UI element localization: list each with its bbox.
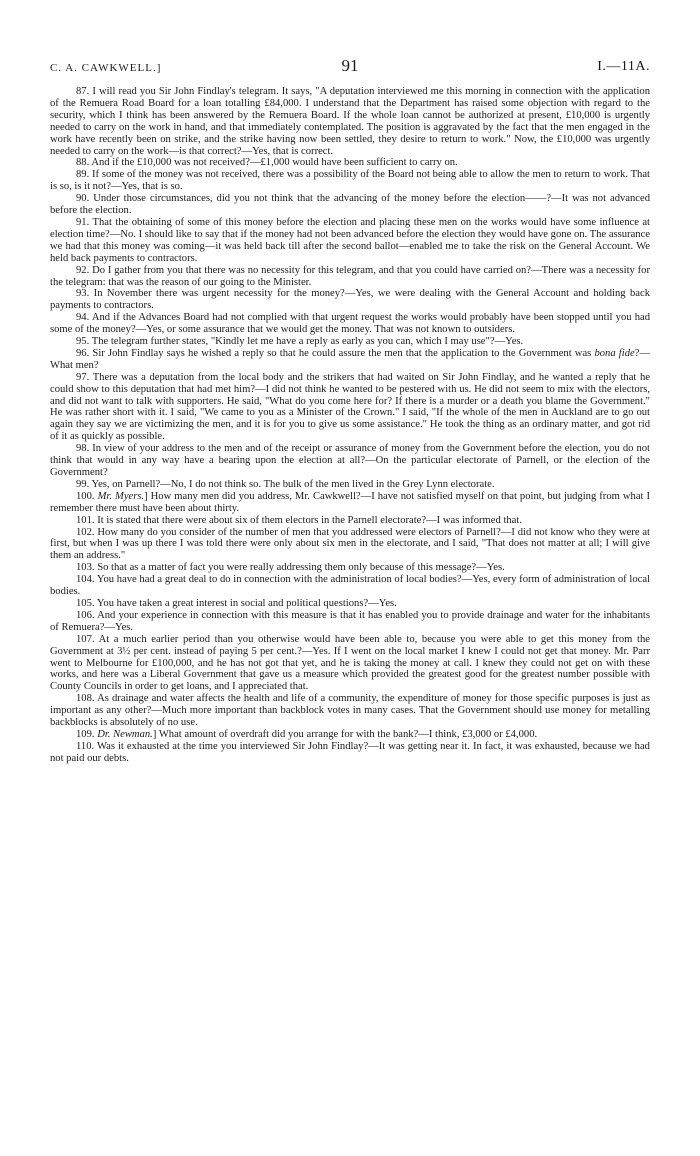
question-number: 92. [76,264,90,276]
question-paragraph [50,598,650,610]
paragraph-text: ] How many men did you address, Mr. Cawkwell?—I have not satisfied myself on that point, but judging from what I remember there must have been about thirty. [50,490,651,514]
question-number: 90. [76,193,90,205]
question-number: 105. [76,597,95,609]
paragraph-text: Was it exhausted at the time you interviewed Sir John Findlay?—It was getting near it. In fact, it was exhausted, because we had not paid our debts. [50,740,650,764]
question-number: 106. [76,609,95,621]
paragraph-text: How many do you consider of the number of men that you addressed were electors of Parnell?—I did not know who they were at first, but when I was up there I was told there were only about six men in the electorate, and I said, "That does not matter at all; I will give them an address." [50,526,650,562]
paragraph-text: I will read you Sir John Findlay's telegram. It says, "A deputation interviewed me this morning in connection with the application of the Remuera Road Board for a loan totalling £84,000. I understand that the Department has raised some objection with regard to the security, which I think has been answered by the Remuera Board. If the whole loan cannot be authorized at present, £10,000 is urgently needed to carry on the work in hand, and that immediately contemplated. The position is aggravated by the fact that the men engaged in the work have recently been on strike, and the strike having now been settled, they desire to return to work." Now, the £10,000 was urgently needed to carry on the work—is that correct?—Yes, that is correct. [50,86,650,157]
document-body [50,86,650,765]
paragraph-text: You have had a great deal to do in connection with the administration of local bodies?—Yes, every form of administration of local bodies. [50,574,650,598]
speaker-name: Dr. Newman. [97,728,153,740]
header-witness-name: C. A. CAWKWELL.] [50,62,162,74]
question-paragraph [50,312,650,336]
paragraph-text: In view of your address to the men and of the receipt or assurance of money from the Government before the election, you do not think that would in any way have a bearing upon the election at all?—On the particular electorate of Parnell, or the election of the Government? [50,443,650,478]
paragraph-text: So that as a matter of fact you were really addressing them only because of this message?—Yes. [97,562,505,574]
paragraph-text: Yes, on Parnell?—No, I do not think so. The bulk of the men lived in the Grey Lynn electorate. [91,478,495,490]
question-paragraph [50,288,650,312]
question-number: 107. [76,633,95,645]
question-number: 110. [76,740,95,752]
question-paragraph [50,217,650,265]
question-number: 109. [76,728,95,740]
question-paragraph [50,193,650,217]
paragraph-text: The telegram further states, "Kindly let me have a reply as early as you can, which I may use"?—Yes. [91,336,524,348]
question-paragraph [50,574,650,598]
question-paragraph [50,372,650,443]
question-paragraph [50,336,650,348]
paragraph-text: As drainage and water affects the health and life of a community, the expenditure of money for those specific purposes is just as important as any other?—Much more important than backblock votes in many cases. That the Government should use money for metalling backblocks is absolutely of no use. [50,693,650,729]
question-number: 102. [76,526,95,538]
question-paragraph [50,169,650,193]
question-number: 103. [76,562,95,574]
question-paragraph [50,348,650,372]
question-number: 100. [76,490,95,502]
question-paragraph [50,610,650,634]
paragraph-text: In November there was urgent necessity for the money?—Yes, we were dealing with the General Account and holding back payments to contractors. [50,288,650,312]
speaker-name: Mr. Myers. [97,490,145,502]
question-paragraph [50,527,650,563]
paragraph-text: And if the £10,000 was not received?—£1,000 would have been sufficient to carry on. [91,157,458,169]
question-number: 87. [76,86,90,97]
italic-phrase: bona fide [594,347,635,359]
paragraph-text-after: ?—What men? [50,347,650,371]
page-header [50,56,650,80]
document-page [50,56,650,765]
question-paragraph [50,479,650,491]
question-number: 96. [76,347,90,359]
question-paragraph [50,562,650,574]
paragraph-text: That the obtaining of some of this money before the election and placing these men on the works would have some influence at election time?—No. I should like to say that if the money had not been advanced before the election they would have gone on. The assurance we had that this money was coming—it was held back till after the second ballot—enabled me to take the risk on the General Account. We held back payments to contractors. [50,216,650,264]
paragraph-text: And your experience in connection with this measure is that it has enabled you to provide drainage and water for the inhabitants of Remuera?—Yes. [50,609,650,633]
question-number: 101. [76,514,95,526]
question-paragraph [50,86,650,157]
question-number: 89. [76,169,90,181]
paragraph-text: There was a deputation from the local body and the strikers that had waited on Sir John Findlay, and he wanted a reply that he could show to this deputation that had met him?—I did not think he wanted to be pestered with us. He did not seem to mix with the electors, and did not want to talk with supporters. He said, "What do you come here for? If there is a murder or a death you blame the Government." He was rather short with it. I said, "We came to you as a Minister of the Crown." I said, "If the whole of the men in Auckland are to go out again they say we are victimizing the men, and it is for you to give us some assistance." He took the thing as an ordinary matter, and got rid of it as quickly as possible. [50,371,650,443]
page-number: 91 [341,56,359,75]
paragraph-text: ] What amount of overdraft did you arrange for with the bank?—I think, £3,000 or £4,000. [152,728,538,740]
question-number: 94. [76,312,90,324]
question-paragraph [50,515,650,527]
question-number: 99. [76,478,90,490]
paragraph-text: If some of the money was not received, there was a possibility of the Board not being able to allow the men to return to work. That is so, is it not?—Yes, that is so. [50,169,650,193]
paragraph-text: It is stated that there were about six of them electors in the Parnell electorate?—I was informed that. [97,514,522,526]
question-number: 95. [76,336,90,348]
question-number: 97. [76,371,90,383]
paragraph-text: Sir John Findlay says he wished a reply so that he could assure the men that the application to the Government was [92,347,595,359]
question-paragraph [50,634,650,694]
paragraph-text: Do I gather from you that there was no necessity for this telegram, and that you could have carried on?—There was a necessity for the telegram: that was the reason of our going to the Minister. [50,264,650,288]
question-paragraph [50,693,650,729]
paragraph-text: At a much earlier period than you otherwise would have been able to, because you were able to get this money from the Government at 3½ per cent. instead of paying 5 per cent.?—Yes. If I went on the local market I knew I could not get that money. Mr. Parr went to Melbourne for £100,000, and he has not got that yet, and he is taking the money at call. I knew they could not get on with these works, and here was a Liberal Government that gave us a measure which provided the greatest good for the greatest number possible with County Councils in order to get loans, and I appreciated that. [50,633,650,693]
document-reference: I.—11A. [597,59,650,74]
question-paragraph [50,741,650,765]
question-paragraph [50,265,650,289]
question-paragraph [50,491,650,515]
paragraph-text: Under those circumstances, did you not think that the advancing of the money before the election——?—It was not advanced before the election. [50,193,650,217]
question-number: 93. [76,288,90,300]
question-paragraph [50,157,650,169]
paragraph-text: You have taken a great interest in social and political questions?—Yes. [96,597,397,609]
question-number: 108. [76,693,95,705]
question-paragraph [50,443,650,479]
question-number: 88. [76,157,90,169]
question-number: 98. [76,443,90,455]
paragraph-text: And if the Advances Board had not complied with that urgent request the works would probably have been stopped until you had some of the money?—Yes, or some assurance that we would get the money. That was not known to outsiders. [50,312,650,336]
question-number: 91. [76,216,90,228]
question-number: 104. [76,574,95,586]
question-paragraph [50,729,650,741]
